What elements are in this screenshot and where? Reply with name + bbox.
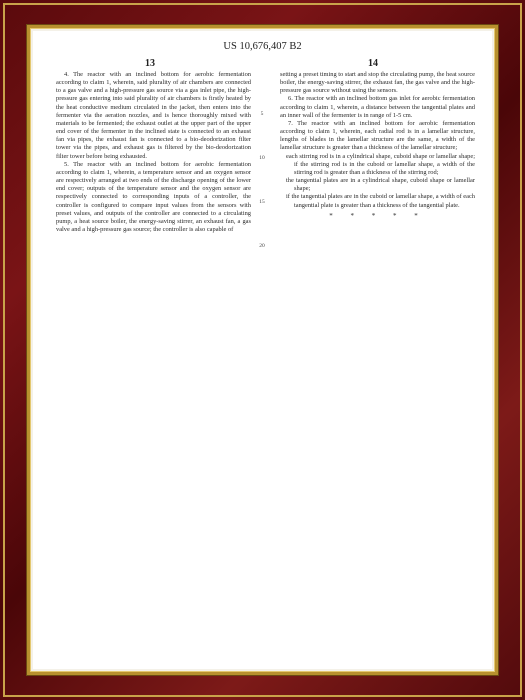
patent-page <box>33 31 492 669</box>
right-column-number: 14 <box>368 58 378 69</box>
claim-7: 7. The reactor with an inclined bottom for aerobic fermentation according to claim 1, wherein, each radial rod is in a lamellar structure, lengths of blades in the lamellar structure are the same, a width of the lamellar structure is greater than a thickness of the lamellar structure; <box>280 119 475 152</box>
claim-6: 6. The reactor with an inclined bottom gas inlet for aerobic fermentation according to claim 1, wherein, a distance between the tangential plates and an inner wall of the fermenter is in range of 1-5 cm. <box>280 95 475 119</box>
claim-4: 4. The reactor with an inclined bottom for aerobic fermentation according to claim 1, wherein, said plurality of air chambers are connected to a gas valve and a high-pressure gas source via a gas inlet pipe, the high-pressure gas entering into said plurality of air chambers is firstly heated by the heat conductive medium circulated in the jacket, then enters into the fermenter via the aeration nozzles, and is hence thoroughly mixed with materials to be fermented; the exhaust outlet at the upper part of the upper end cover of the fermenter in the inclined state is connected to an exhaust fan via pipes, the exhaust fan is connected to a bio-deodorization filter tower via the pipes, and exhaust gas is filtered by the bio-deodorization filter tower before being exhausted. <box>56 71 251 160</box>
line-number: 15 <box>259 199 265 205</box>
line-number: 10 <box>259 155 265 161</box>
claim-7-stirring-rod: each stirring rod is in a cylindrical shape, cuboid shape or lamellar shape; if the stirring rod is in the cuboid or lamellar shape, a width of the stirring rod is greater than a thickness of the stirring rod; <box>286 152 475 176</box>
patent-number: US 10,676,407 B2 <box>223 41 302 52</box>
claim-5: 5. The reactor with an inclined bottom for aerobic fermentation according to claim 1, wherein, a temperature sensor and an oxygen sensor are respectively arranged at two ends of the discharge opening of the lower end cover; outputs of the temperature sensor and the oxygen sensor are respectively connected to corresponding inputs of a controller, the controller is configured to compare input values from the sensors with preset values, and outputs of the controller are connected to a circulating pump, a heat source boiler, the energy-saving stirrer, an exhaust fan, a gas valve and a high-pressure gas source; the controller is also capable of <box>56 160 251 233</box>
claim-5-continued: setting a preset timing to start and stop the circulating pump, the heat source boiler, the energy-saving stirrer, the exhaust fan, the gas valve and the high-pressure gas source without using the sensors. <box>280 71 475 95</box>
line-number: 20 <box>259 243 265 249</box>
end-marks: * * * * * <box>329 211 426 220</box>
claim-7-tangential-plates: the tangential plates are in a cylindrical shape, cuboid shape or lamellar shape; <box>286 177 475 193</box>
left-column-number: 13 <box>145 58 155 69</box>
left-text-column <box>56 71 251 234</box>
claim-7-tangential-width: if the tangential plates are in the cuboid or lamellar shape, a width of each tangential plate is greater than a thickness of the tangential plate. <box>286 193 475 209</box>
right-text-column <box>280 71 475 220</box>
line-number: 5 <box>260 111 264 117</box>
